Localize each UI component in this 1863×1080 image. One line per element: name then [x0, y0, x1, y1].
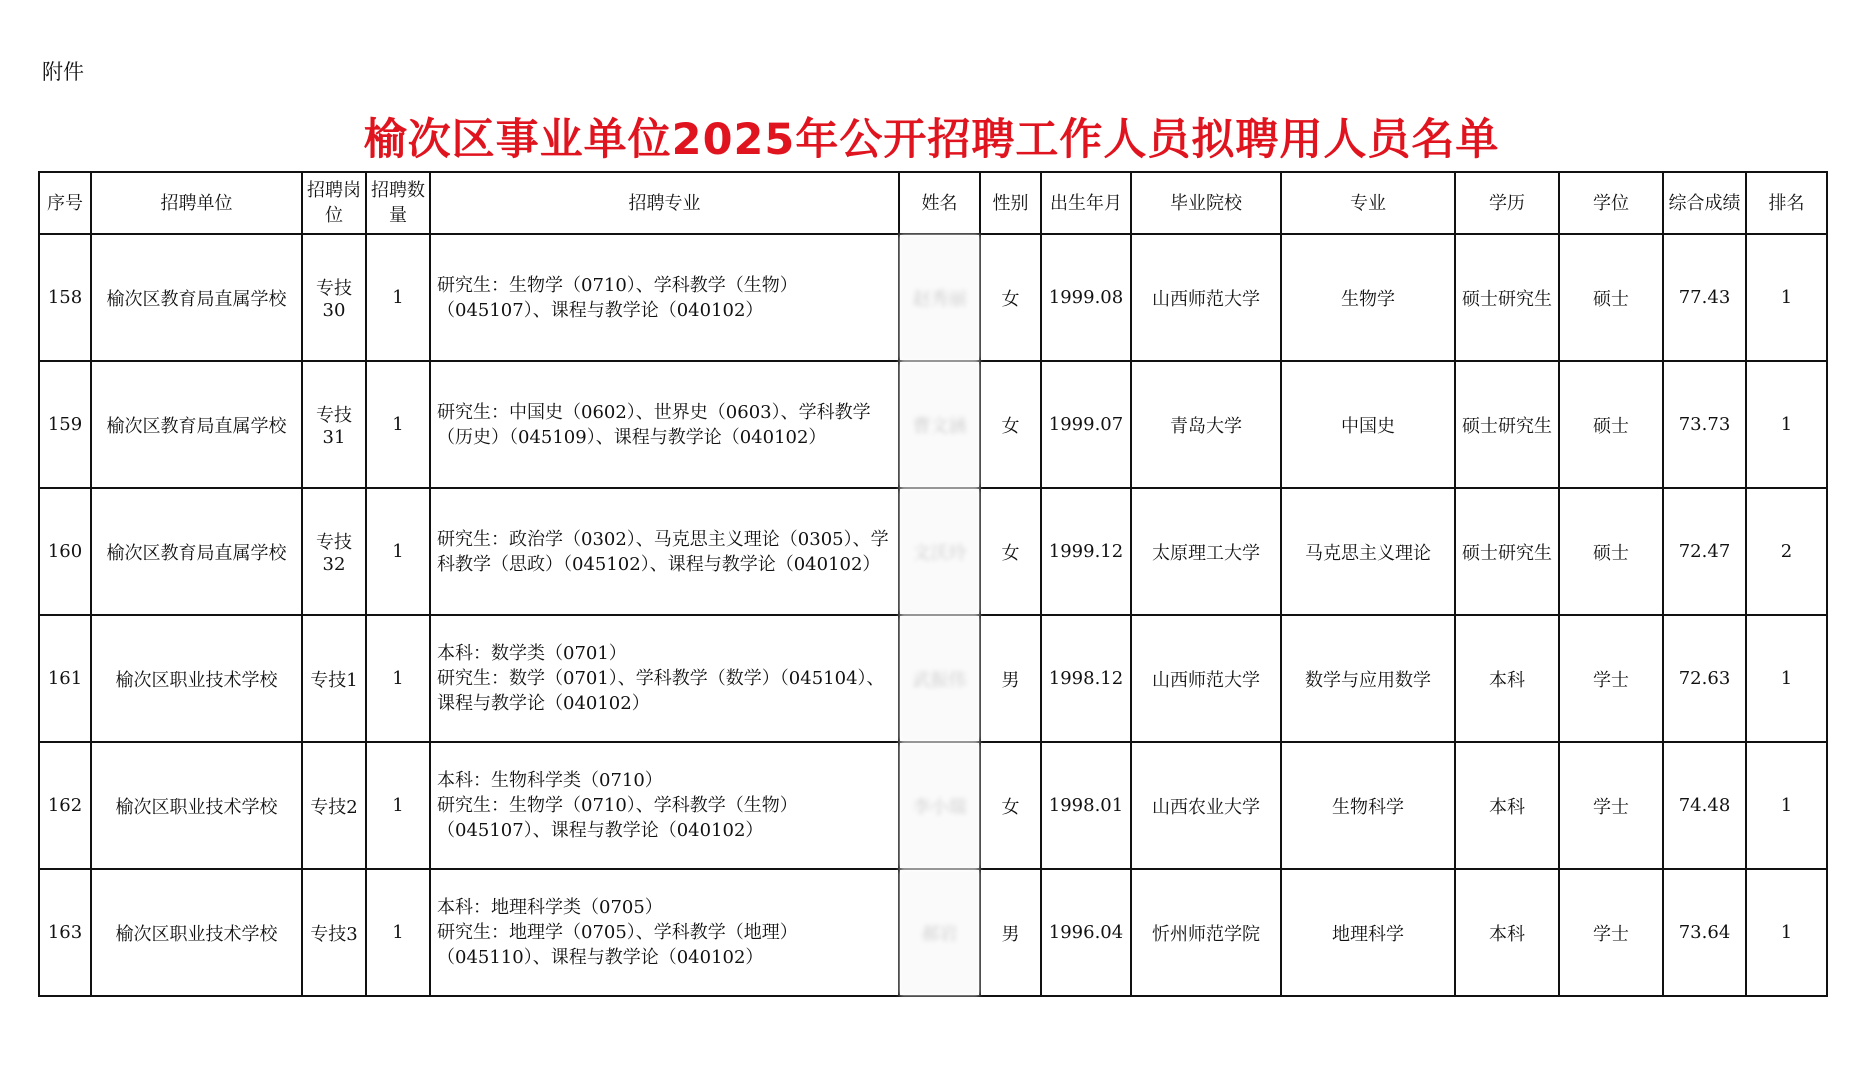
header-name: 姓名: [899, 172, 980, 234]
cell-rank: 1: [1746, 361, 1827, 488]
header-major: 专业: [1281, 172, 1455, 234]
cell-school: 青岛大学: [1131, 361, 1281, 488]
cell-seq: 163: [39, 869, 91, 996]
cell-gender: 女: [980, 742, 1041, 869]
cell-score: 73.73: [1663, 361, 1746, 488]
cell-seq: 162: [39, 742, 91, 869]
cell-education: 硕士研究生: [1455, 234, 1559, 361]
cell-post: 专技31: [302, 361, 366, 488]
table-row: [39, 869, 1827, 996]
cell-gender: 男: [980, 615, 1041, 742]
cell-count: 1: [366, 361, 430, 488]
cell-score: 74.48: [1663, 742, 1746, 869]
header-school: 毕业院校: [1131, 172, 1281, 234]
cell-unit: 榆次区教育局直属学校: [91, 361, 302, 488]
cell-count: 1: [366, 234, 430, 361]
cell-degree: 学士: [1559, 869, 1663, 996]
cell-school: 山西师范大学: [1131, 234, 1281, 361]
cell-count: 1: [366, 869, 430, 996]
header-unit: 招聘单位: [91, 172, 302, 234]
cell-score: 72.47: [1663, 488, 1746, 615]
cell-gender: 男: [980, 869, 1041, 996]
cell-rank: 2: [1746, 488, 1827, 615]
cell-school: 山西师范大学: [1131, 615, 1281, 742]
table-row: [39, 361, 1827, 488]
cell-major: 生物科学: [1281, 742, 1455, 869]
cell-school: 山西农业大学: [1131, 742, 1281, 869]
cell-major: 马克思主义理论: [1281, 488, 1455, 615]
cell-major-requirement: [430, 234, 899, 361]
cell-education: 硕士研究生: [1455, 488, 1559, 615]
cell-name: 郝岩: [899, 869, 980, 996]
cell-post: 专技2: [302, 742, 366, 869]
header-rank: 排名: [1746, 172, 1827, 234]
cell-major: 地理科学: [1281, 869, 1455, 996]
cell-major: 生物学: [1281, 234, 1455, 361]
cell-birth: 1996.04: [1041, 869, 1131, 996]
cell-education: 硕士研究生: [1455, 361, 1559, 488]
header-birth: 出生年月: [1041, 172, 1131, 234]
header-post: 招聘岗位: [302, 172, 366, 234]
header-gender: 性别: [980, 172, 1041, 234]
cell-rank: 1: [1746, 742, 1827, 869]
cell-birth: 1999.07: [1041, 361, 1131, 488]
cell-post: 专技1: [302, 615, 366, 742]
major-requirement-line: 本科：数学类（0701）: [437, 643, 627, 664]
major-requirement-line: 研究生：政治学（0302）、马克思主义理论（0305）、学科教学（思政）（045102）、课程与教学论（040102）: [437, 528, 889, 575]
cell-name: 李小瑞: [899, 742, 980, 869]
cell-major: 数学与应用数学: [1281, 615, 1455, 742]
attachment-label: 附件: [42, 60, 84, 84]
cell-seq: 160: [39, 488, 91, 615]
cell-score: 72.63: [1663, 615, 1746, 742]
major-requirement-line: 本科：生物科学类（0710）: [437, 770, 663, 791]
cell-major-requirement: [430, 615, 899, 742]
cell-unit: 榆次区职业技术学校: [91, 615, 302, 742]
header-degree: 学位: [1559, 172, 1663, 234]
cell-birth: 1998.12: [1041, 615, 1131, 742]
cell-gender: 女: [980, 361, 1041, 488]
cell-unit: 榆次区职业技术学校: [91, 742, 302, 869]
major-requirement-line: 研究生：中国史（0602）、世界史（0603）、学科教学（历史）（045109）、课程与教学论（040102）: [437, 401, 871, 448]
major-requirement-line: 研究生：地理学（0705）、学科教学（地理）（045110）、课程与教学论（040102）: [437, 922, 798, 968]
table-body: [39, 234, 1827, 996]
cell-school: 太原理工大学: [1131, 488, 1281, 615]
table-row: [39, 742, 1827, 869]
cell-score: 73.64: [1663, 869, 1746, 996]
header-seq: 序号: [39, 172, 91, 234]
cell-major-requirement: [430, 361, 899, 488]
cell-name: 武振伟: [899, 615, 980, 742]
table-row: [39, 488, 1827, 615]
cell-degree: 硕士: [1559, 488, 1663, 615]
cell-birth: 1998.01: [1041, 742, 1131, 869]
cell-education: 本科: [1455, 615, 1559, 742]
table-header-row: [39, 172, 1827, 234]
cell-score: 77.43: [1663, 234, 1746, 361]
major-requirement-line: 本科：地理科学类（0705）: [437, 897, 663, 918]
cell-name: 文沃玲: [899, 488, 980, 615]
cell-name: 曹文涵: [899, 361, 980, 488]
cell-major-requirement: [430, 488, 899, 615]
cell-name: 赵秀丽: [899, 234, 980, 361]
document-title: 榆次区事业单位2025年公开招聘工作人员拟聘用人员名单: [363, 115, 1500, 165]
cell-unit: 榆次区教育局直属学校: [91, 234, 302, 361]
major-requirement-line: 研究生：生物学（0710）、学科教学（生物）（045107）、课程与教学论（040102）: [437, 795, 798, 841]
cell-school: 忻州师范学院: [1131, 869, 1281, 996]
cell-gender: 女: [980, 488, 1041, 615]
table-row: [39, 615, 1827, 742]
cell-unit: 榆次区职业技术学校: [91, 869, 302, 996]
header-score: 综合成绩: [1663, 172, 1746, 234]
cell-count: 1: [366, 488, 430, 615]
cell-education: 本科: [1455, 742, 1559, 869]
cell-seq: 159: [39, 361, 91, 488]
cell-post: 专技32: [302, 488, 366, 615]
cell-seq: 161: [39, 615, 91, 742]
cell-post: 专技3: [302, 869, 366, 996]
cell-rank: 1: [1746, 615, 1827, 742]
cell-birth: 1999.08: [1041, 234, 1131, 361]
cell-rank: 1: [1746, 869, 1827, 996]
cell-count: 1: [366, 742, 430, 869]
cell-post: 专技30: [302, 234, 366, 361]
cell-degree: 硕士: [1559, 361, 1663, 488]
hiring-roster-table: [38, 171, 1828, 997]
cell-degree: 硕士: [1559, 234, 1663, 361]
cell-count: 1: [366, 615, 430, 742]
cell-degree: 学士: [1559, 615, 1663, 742]
cell-major-requirement: [430, 869, 899, 996]
cell-birth: 1999.12: [1041, 488, 1131, 615]
table-row: [39, 234, 1827, 361]
major-requirement-line: 研究生：数学（0701）、学科教学（数学）（045104）、课程与教学论（040102）: [437, 668, 885, 714]
header-count: 招聘数量: [366, 172, 430, 234]
major-requirement-line: 研究生：生物学（0710）、学科教学（生物）（045107）、课程与教学论（040102）: [437, 274, 798, 321]
header-major-requirement: 招聘专业: [430, 172, 899, 234]
cell-degree: 学士: [1559, 742, 1663, 869]
cell-major: 中国史: [1281, 361, 1455, 488]
cell-gender: 女: [980, 234, 1041, 361]
cell-education: 本科: [1455, 869, 1559, 996]
cell-rank: 1: [1746, 234, 1827, 361]
cell-unit: 榆次区教育局直属学校: [91, 488, 302, 615]
header-education: 学历: [1455, 172, 1559, 234]
cell-seq: 158: [39, 234, 91, 361]
cell-major-requirement: [430, 742, 899, 869]
